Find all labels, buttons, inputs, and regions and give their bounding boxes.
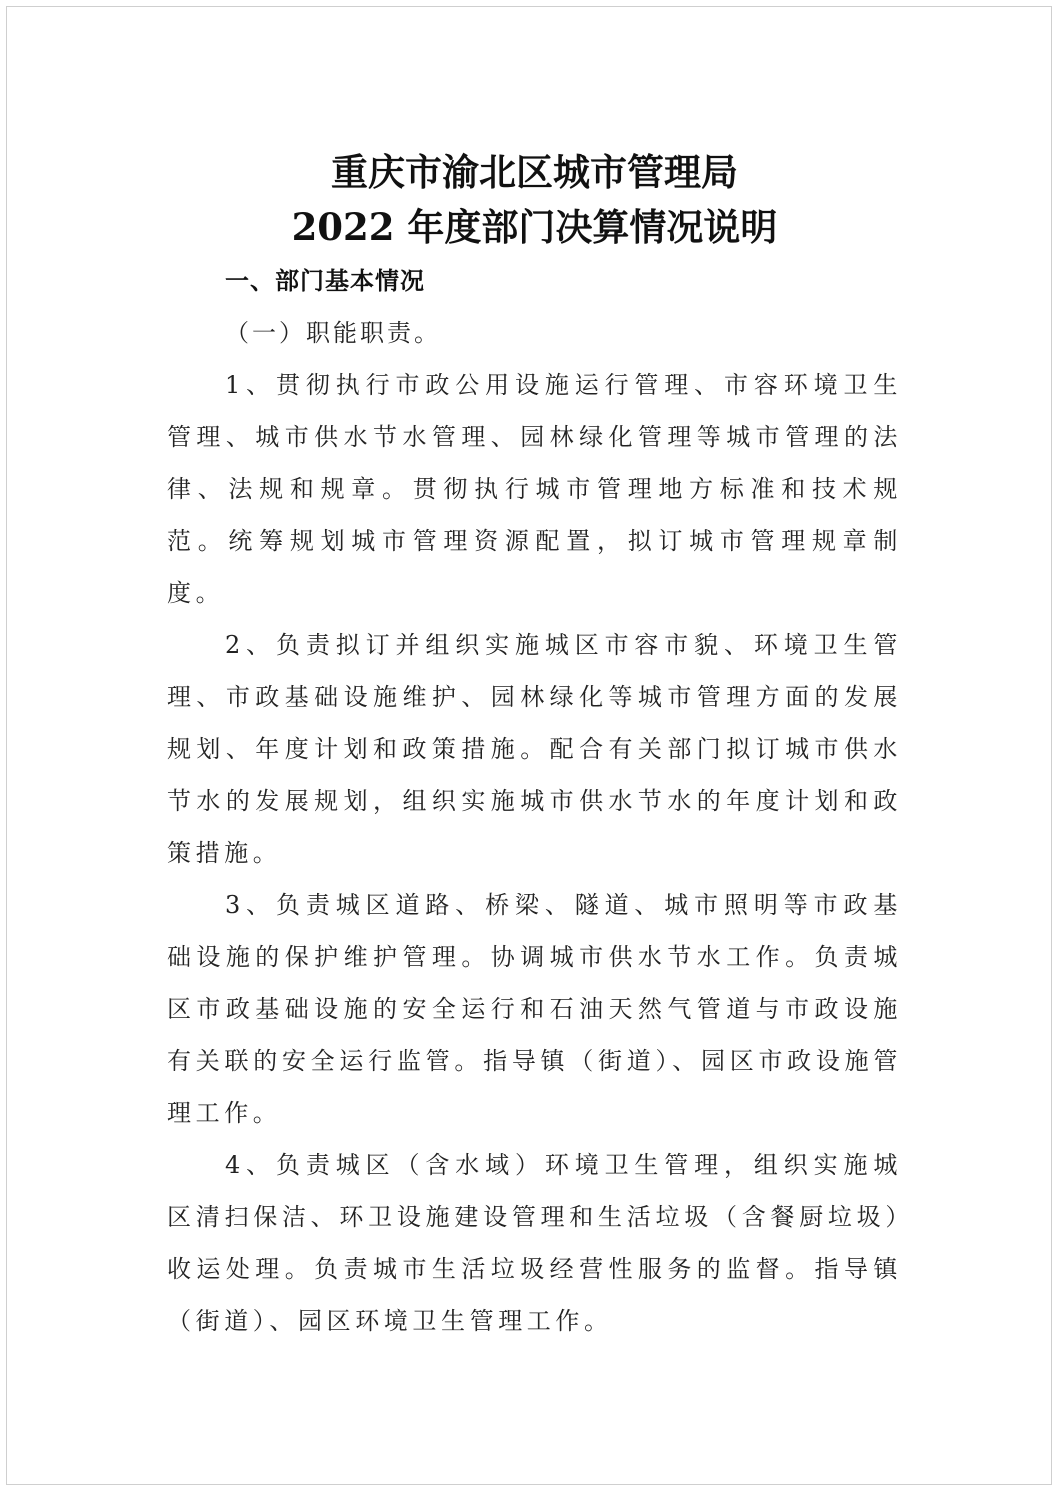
paragraph-4: 4、负责城区（含水域）环境卫生管理，组织实施城区清扫保洁、环卫设施建设管理和生活垃圾（含餐厨垃圾）收运处理。负责城市生活垃圾经营性服务的监督。指导镇（街道）、园区环境卫生管理工作。	[167, 1151, 902, 1335]
section-heading: 一、部门基本情况	[225, 267, 425, 295]
subheading: （一）职能职责。	[225, 319, 441, 347]
title-line-2: 2022 年度部门决算情况说明	[291, 205, 778, 249]
document-title	[167, 145, 902, 255]
paragraph-2: 2、负责拟订并组织实施城区市容市貌、环境卫生管理、市政基础设施维护、园林绿化等城市管理方面的发展规划、年度计划和政策措施。配合有关部门拟订城市供水节水的发展规划，组织实施城市供水节水的年度计划和政策措施。	[167, 631, 902, 867]
title-line-1: 重庆市渝北区城市管理局	[331, 150, 738, 194]
document-content	[167, 145, 902, 1347]
paragraph-3: 3、负责城区道路、桥梁、隧道、城市照明等市政基础设施的保护维护管理。协调城市供水节水工作。负责城区市政基础设施的安全运行和石油天然气管道与市政设施有关联的安全运行监管。指导镇（街道）、园区市政设施管理工作。	[167, 891, 902, 1127]
document-page	[6, 6, 1052, 1485]
paragraph-1: 1、贯彻执行市政公用设施运行管理、市容环境卫生管理、城市供水节水管理、园林绿化管理等城市管理的法律、法规和规章。贯彻执行城市管理地方标准和技术规范。统筹规划城市管理资源配置，拟订城市管理规章制度。	[167, 371, 902, 607]
